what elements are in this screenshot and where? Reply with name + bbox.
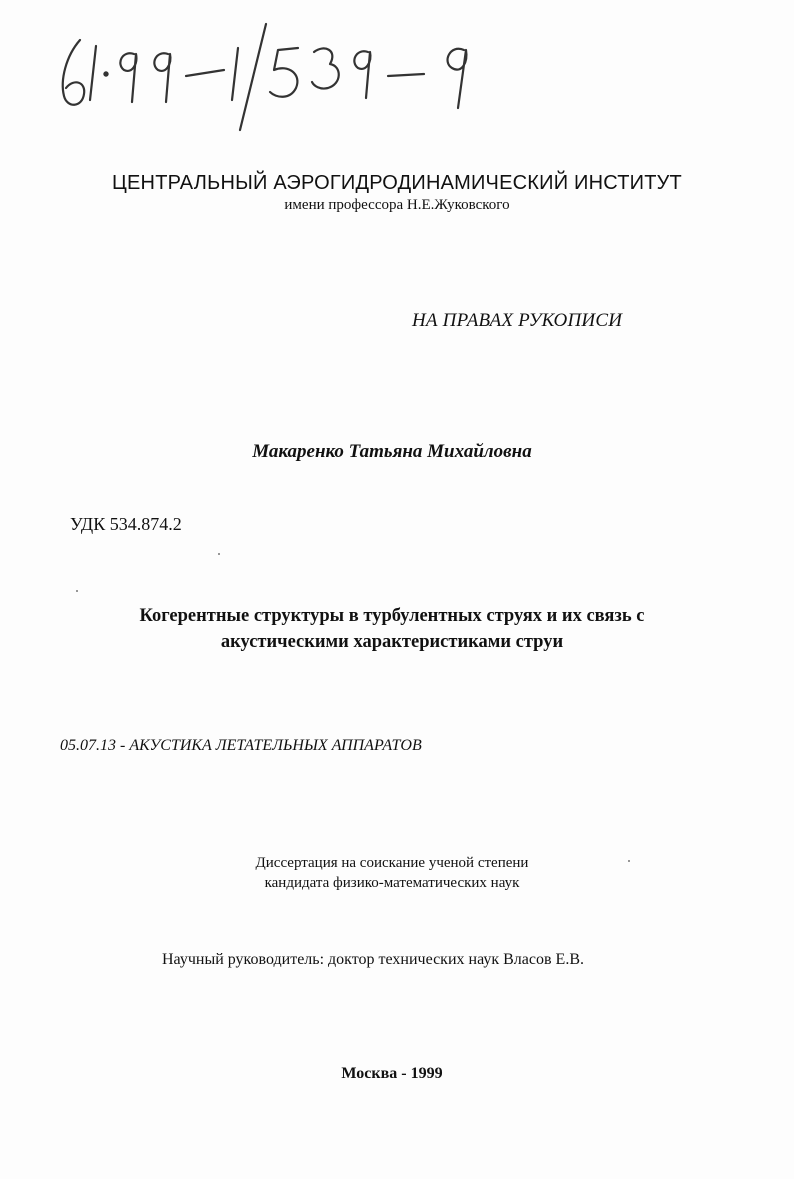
handwritten-inventory-number [52,18,482,138]
degree-line-2: кандидата физико-математических наук [264,875,520,891]
institute-subtitle: имени профессора Н.Е.Жуковского [284,197,510,213]
udk-code: УДК 534.874.2 [70,514,182,534]
specialty-code: 05.07.13 - АКУСТИКА ЛЕТАТЕЛЬНЫХ АППАРАТОВ [60,737,422,754]
scientific-supervisor: Научный руководитель: доктор технических наук Власов Е.В. [162,951,584,968]
scan-speck [218,553,220,555]
rights-notice: НА ПРАВАХ РУКОПИСИ [412,310,623,331]
degree-statement [0,853,784,893]
scan-speck [628,860,630,862]
title-line-1: Когерентные структуры в турбулентных струях и их связь с [139,606,645,626]
author-name: Макаренко Татьяна Михайловна [252,441,532,462]
institute-name: ЦЕНТРАЛЬНЫЙ АЭРОГИДРОДИНАМИЧЕСКИЙ ИНСТИТУТ [112,172,682,194]
handwritten-number-drawing [52,18,482,138]
scan-speck [76,590,78,592]
degree-line-1: Диссертация на соискание ученой степени [255,855,529,871]
title-line-2: акустическими характеристиками струи [220,632,564,652]
city-and-year: Москва - 1999 [341,1065,443,1082]
dissertation-title [0,603,784,655]
